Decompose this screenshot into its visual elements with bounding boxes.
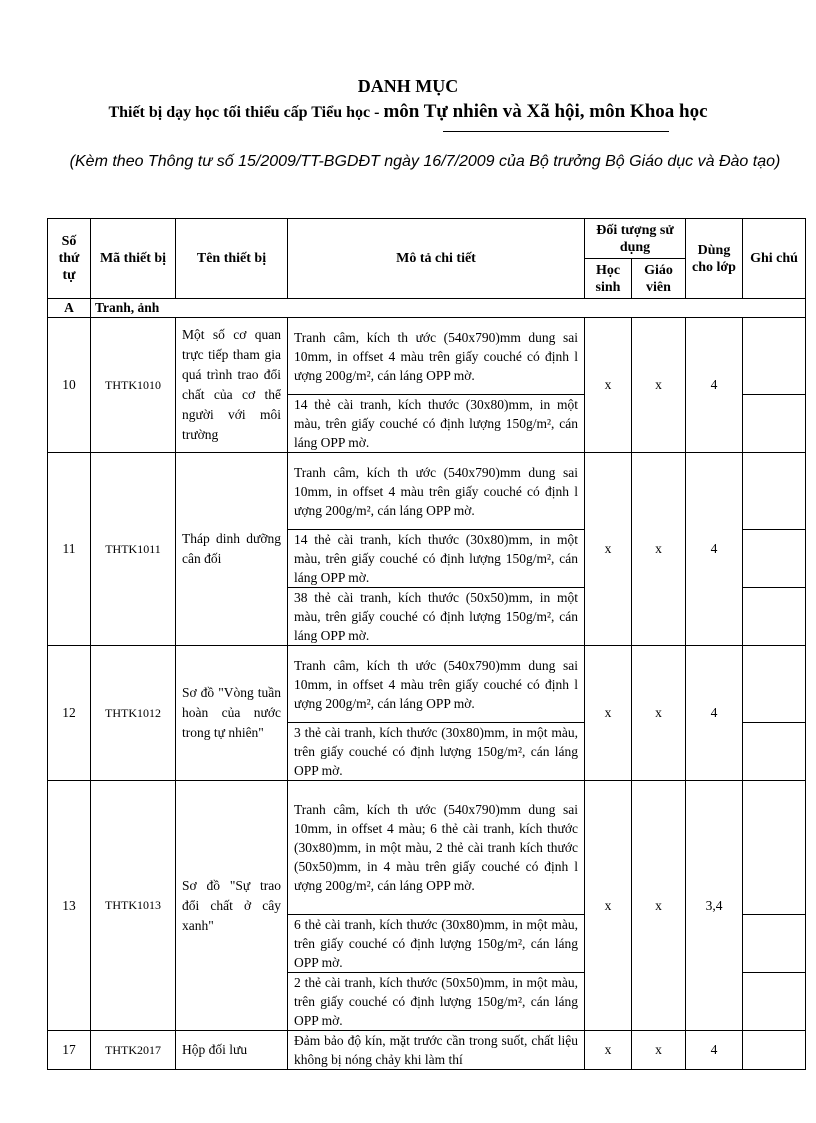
table-row xyxy=(48,453,806,530)
document-note: (Kèm theo Thông tư số 15/2009/TT-BGDĐT ngày 16/7/2009 của Bộ trưởng Bộ Giáo dục và Đào tạo) xyxy=(69,153,781,170)
row-stt: 10 xyxy=(48,318,91,453)
row-note xyxy=(743,318,806,395)
row-student: x xyxy=(585,646,632,781)
row-code: THTK2017 xyxy=(91,1031,176,1070)
row-note xyxy=(743,973,806,1031)
row-desc: 6 thẻ cài tranh, kích thước (30x80)mm, in một màu, trên giấy couché có định lượng 150g/m², cán láng OPP mờ. xyxy=(288,915,585,973)
header-code: Mã thiết bị xyxy=(91,219,176,299)
row-grade: 4 xyxy=(686,1031,743,1070)
row-code: THTK1012 xyxy=(91,646,176,781)
document-title: DANH MỤC xyxy=(357,76,459,96)
row-teacher: x xyxy=(632,453,686,646)
subtitle-part-1: Thiết bị dạy học tối thiểu cấp Tiểu học - xyxy=(108,104,384,121)
row-student: x xyxy=(585,781,632,1031)
row-stt: 11 xyxy=(48,453,91,646)
row-stt: 13 xyxy=(48,781,91,1031)
row-note xyxy=(743,588,806,646)
row-desc: 38 thẻ cài tranh, kích thước (50x50)mm, in một màu, trên giấy couché có định lượng 150g/m², cán láng OPP mờ. xyxy=(288,588,585,646)
table-row xyxy=(48,646,806,723)
row-name: Một số cơ quan trực tiếp tham gia quá trình trao đổi chất của cơ thể người với môi trường xyxy=(176,318,288,453)
row-note xyxy=(743,723,806,781)
row-code: THTK1011 xyxy=(91,453,176,646)
row-teacher: x xyxy=(632,646,686,781)
row-student: x xyxy=(585,453,632,646)
table-row xyxy=(48,781,806,915)
row-name: Sơ đồ "Sự trao đổi chất ở cây xanh" xyxy=(176,781,288,1031)
row-teacher: x xyxy=(632,781,686,1031)
header-name: Tên thiết bị xyxy=(176,219,288,299)
document-subtitle xyxy=(0,101,816,123)
header-note: Ghi chú xyxy=(743,219,806,299)
row-note xyxy=(743,646,806,723)
row-note xyxy=(743,915,806,973)
row-note xyxy=(743,395,806,453)
row-grade: 4 xyxy=(686,453,743,646)
row-name: Hộp đối lưu xyxy=(176,1031,288,1070)
row-note xyxy=(743,453,806,530)
row-note xyxy=(743,530,806,588)
header-desc: Mô tả chi tiết xyxy=(288,219,585,299)
row-note xyxy=(743,1031,806,1070)
row-name: Tháp dinh dưỡng cân đối xyxy=(176,453,288,646)
title-underline xyxy=(443,131,669,132)
row-code: THTK1010 xyxy=(91,318,176,453)
row-grade: 4 xyxy=(686,646,743,781)
row-stt: 17 xyxy=(48,1031,91,1070)
table-row xyxy=(48,318,806,395)
row-desc: Đảm bảo độ kín, mặt trước cần trong suốt, chất liệu không bị nóng chảy khi làm thí xyxy=(288,1031,585,1070)
row-note xyxy=(743,781,806,915)
section-letter: A xyxy=(48,299,91,318)
row-grade: 3,4 xyxy=(686,781,743,1031)
equipment-table xyxy=(47,218,806,1070)
header-student: Học sinh xyxy=(585,259,632,299)
row-desc: 3 thẻ cài tranh, kích thước (30x80)mm, in một màu, trên giấy couché có định lượng 150g/m², cán láng OPP mờ. xyxy=(288,723,585,781)
header-stt: Số thứ tự xyxy=(48,219,91,299)
header-teacher: Giáo viên xyxy=(632,259,686,299)
header-grade: Dùng cho lớp xyxy=(686,219,743,299)
subtitle-part-2: môn Tự nhiên và Xã hội, môn Khoa học xyxy=(383,101,708,122)
row-grade: 4 xyxy=(686,318,743,453)
row-stt: 12 xyxy=(48,646,91,781)
row-name: Sơ đồ "Vòng tuần hoàn của nước trong tự nhiên" xyxy=(176,646,288,781)
row-desc: Tranh câm, kích th ước (540x790)mm dung sai 10mm, in offset 4 màu trên giấy couché có định l ượng 200g/m², cán láng OPP mờ. xyxy=(288,646,585,723)
row-desc: Tranh câm, kích th ước (540x790)mm dung sai 10mm, in offset 4 màu trên giấy couché có định l ượng 200g/m², cán láng OPP mờ. xyxy=(288,453,585,530)
row-desc: Tranh câm, kích th ước (540x790)mm dung sai 10mm, in offset 4 màu trên giấy couché có định l ượng 200g/m², cán láng OPP mờ. xyxy=(288,318,585,395)
row-teacher: x xyxy=(632,318,686,453)
row-student: x xyxy=(585,1031,632,1070)
row-desc: 2 thẻ cài tranh, kích thước (50x50)mm, in một màu, trên giấy couché có định lượng 150g/m², cán láng OPP mờ. xyxy=(288,973,585,1031)
row-student: x xyxy=(585,318,632,453)
row-teacher: x xyxy=(632,1031,686,1070)
row-desc: Tranh câm, kích th ước (540x790)mm dung sai 10mm, in offset 4 màu; 6 thẻ cài tranh, kích thước (30x80)mm, in một màu, 2 thẻ cài tranh kích thước (50x50)mm, in 4 màu trên giấy couché có định l ượng 200g/m², cán láng OPP mờ. xyxy=(288,781,585,915)
row-code: THTK1013 xyxy=(91,781,176,1031)
section-label: Tranh, ảnh xyxy=(91,299,806,318)
header-target: Đối tượng sử dụng xyxy=(585,219,686,259)
table-row xyxy=(48,1031,806,1070)
row-desc: 14 thẻ cài tranh, kích thước (30x80)mm, in một màu, trên giấy couché có định lượng 150g/m², cán láng OPP mờ. xyxy=(288,395,585,453)
row-desc: 14 thẻ cài tranh, kích thước (30x80)mm, in một màu, trên giấy couché có định lượng 150g/m², cán láng OPP mờ. xyxy=(288,530,585,588)
section-row xyxy=(48,299,806,318)
